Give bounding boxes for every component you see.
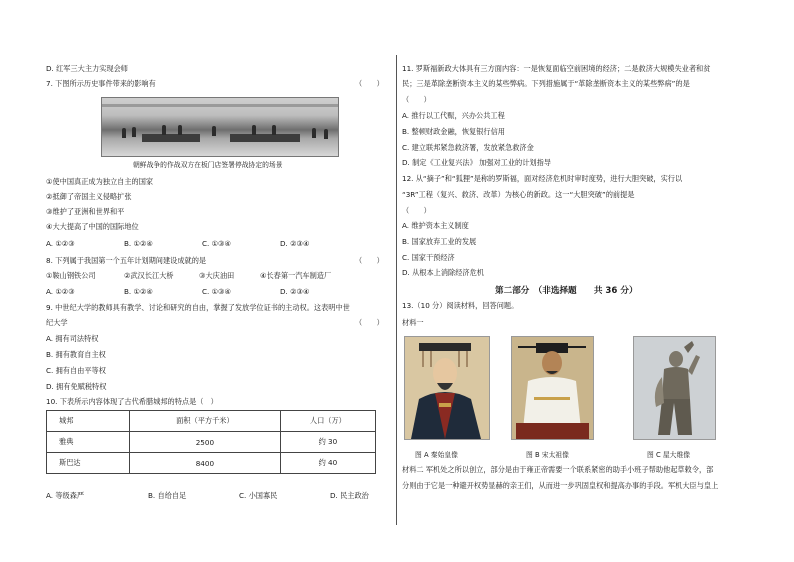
table-cell: 2500	[130, 432, 281, 453]
table-cell: 约 30	[280, 432, 375, 453]
portrait-octavian	[633, 336, 716, 440]
table-header-row	[47, 411, 376, 432]
city-state-table	[46, 410, 376, 474]
q7-answer-paren: （ ）	[355, 79, 384, 88]
q8-option-b: B. ①②④	[124, 287, 153, 296]
q7-item-4: ④大大提高了中国的国际地位	[46, 222, 139, 231]
table-header: 城邦	[47, 411, 130, 432]
table-cell: 斯巴达	[47, 453, 130, 474]
table-cell: 8400	[130, 453, 281, 474]
caption-figure-a: 图 A 秦始皇像	[415, 451, 458, 459]
q8-option-d: D. ②③④	[280, 287, 310, 296]
q9-stem-line-2: 纪大学	[46, 318, 68, 327]
q10-option-b: B. 自给自足	[148, 491, 187, 500]
q8-item-1: ①鞍山钢铁公司	[46, 271, 96, 280]
q8-item-3: ③大庆油田	[199, 271, 235, 280]
q11-option-b: B. 整顿财政金融，恢复银行信用	[402, 127, 505, 136]
table-row	[47, 432, 376, 453]
q8-option-a: A. ①②③	[46, 287, 75, 296]
q12-option-a: A. 维护资本主义制度	[402, 221, 469, 230]
q9-stem-line-1: 9. 中世纪大学的教师具有教学、讨论和研究的自由，掌握了发放学位证书的主动权。这表明中世	[46, 303, 350, 312]
column-divider	[396, 55, 397, 525]
q12-option-d: D. 从根本上消除经济危机	[402, 268, 484, 277]
armistice-photo	[101, 97, 339, 157]
q6-option-d: D. 红军三大主力实现会师	[46, 64, 128, 73]
q7-option-b: B. ①②④	[124, 239, 153, 248]
table-header: 人口（万）	[280, 411, 375, 432]
material-two-line-2: 分则由于它是一种避开权势显赫的亲王们，从而进一步巩固皇权和提高办事的手段。军机大臣与皇上	[402, 481, 719, 490]
material-two-line-1: 材料二 军机处之所以创立，部分是由于雍正帝需要一个联系紧密的助手小班子帮助他起草敕令，部	[402, 465, 714, 474]
q11-stem-line-1: 11. 罗斯福新政大体具有三方面内容：一是恢复面临空前困境的经济；二是救济大规模失业者和贫	[402, 64, 711, 73]
q9-option-d: D. 拥有免赋税特权	[46, 382, 107, 391]
table-header: 面积（平方千米）	[130, 411, 281, 432]
q11-option-d: D. 制定《工业复兴法》 加强对工业的计划指导	[402, 158, 551, 167]
material-one-label: 材料一	[402, 318, 424, 327]
q8-option-c: C. ①③④	[202, 287, 231, 296]
q7-option-c: C. ①③④	[202, 239, 231, 248]
portrait-song-taizu	[511, 336, 594, 440]
q12-answer-paren: （ ）	[402, 206, 431, 215]
q7-stem: 7. 下图所示历史事件带来的影响有	[46, 79, 156, 88]
part-two-title: 第二部分 （非选择题 共 36 分）	[495, 286, 638, 296]
q7-item-3: ③维护了亚洲和世界和平	[46, 207, 125, 216]
q7-item-2: ②抵御了帝国主义侵略扩张	[46, 192, 132, 201]
q10-option-c: C. 小国寡民	[239, 491, 278, 500]
q12-stem-line-2: “3R”工程（复兴、救济、改革）为核心的新政。这一“大胆突破”的前提是	[402, 190, 635, 199]
q7-option-a: A. ①②③	[46, 239, 75, 248]
q10-option-a: A. 等级森严	[46, 491, 85, 500]
table-row	[47, 453, 376, 474]
q9-option-c: C. 拥有自由平等权	[46, 366, 106, 375]
q11-option-c: C. 建立联邦紧急救济署，发放紧急救济金	[402, 143, 534, 152]
q8-item-4: ④长春第一汽车制造厂	[260, 271, 332, 280]
q9-answer-paren: （ ）	[355, 318, 384, 327]
portrait-qin-shi-huang	[404, 336, 490, 440]
q8-stem: 8. 下列属于我国第一个五年计划期间建设成就的是	[46, 256, 207, 265]
q11-answer-paren: （ ）	[402, 95, 431, 104]
table-cell: 约 40	[280, 453, 375, 474]
q12-option-c: C. 国家干预经济	[402, 253, 455, 262]
caption-figure-b: 图 B 宋太祖像	[526, 451, 569, 459]
q7-option-d: D. ②③④	[280, 239, 310, 248]
q10-option-d: D. 民主政治	[330, 491, 369, 500]
q12-option-b: B. 国家放弃工业的发展	[402, 237, 477, 246]
q9-option-a: A. 拥有司法特权	[46, 334, 99, 343]
q11-option-a: A. 推行以工代赈，兴办公共工程	[402, 111, 505, 120]
table-cell: 雅典	[47, 432, 130, 453]
q8-answer-paren: （ ）	[355, 256, 384, 265]
q13-stem: 13.（10 分）阅读材料，回答问题。	[402, 301, 519, 310]
q7-item-1: ①使中国真正成为独立自主的国家	[46, 177, 154, 186]
q11-stem-line-2: 民；三是革除垄断资本主义的某些弊病。下列措施属于“革除垄断资本主义的某些弊病”的是	[402, 79, 690, 88]
q12-stem-line-1: 12. 从“摘子”和“狐狸”是称的罗斯福，面对经济危机时审时度势，进行大胆突破，实行以	[402, 174, 683, 183]
photo-caption: 朝鲜战争的作战双方在板门店签署停战协定的场景	[133, 161, 283, 169]
q9-option-b: B. 拥有教育自主权	[46, 350, 106, 359]
q8-item-2: ②武汉长江大桥	[124, 271, 174, 280]
caption-figure-c: 图 C 屋大维像	[647, 451, 691, 459]
q10-stem: 10. 下表所示内容体现了古代希腊城邦的特点是（ ）	[46, 397, 218, 406]
